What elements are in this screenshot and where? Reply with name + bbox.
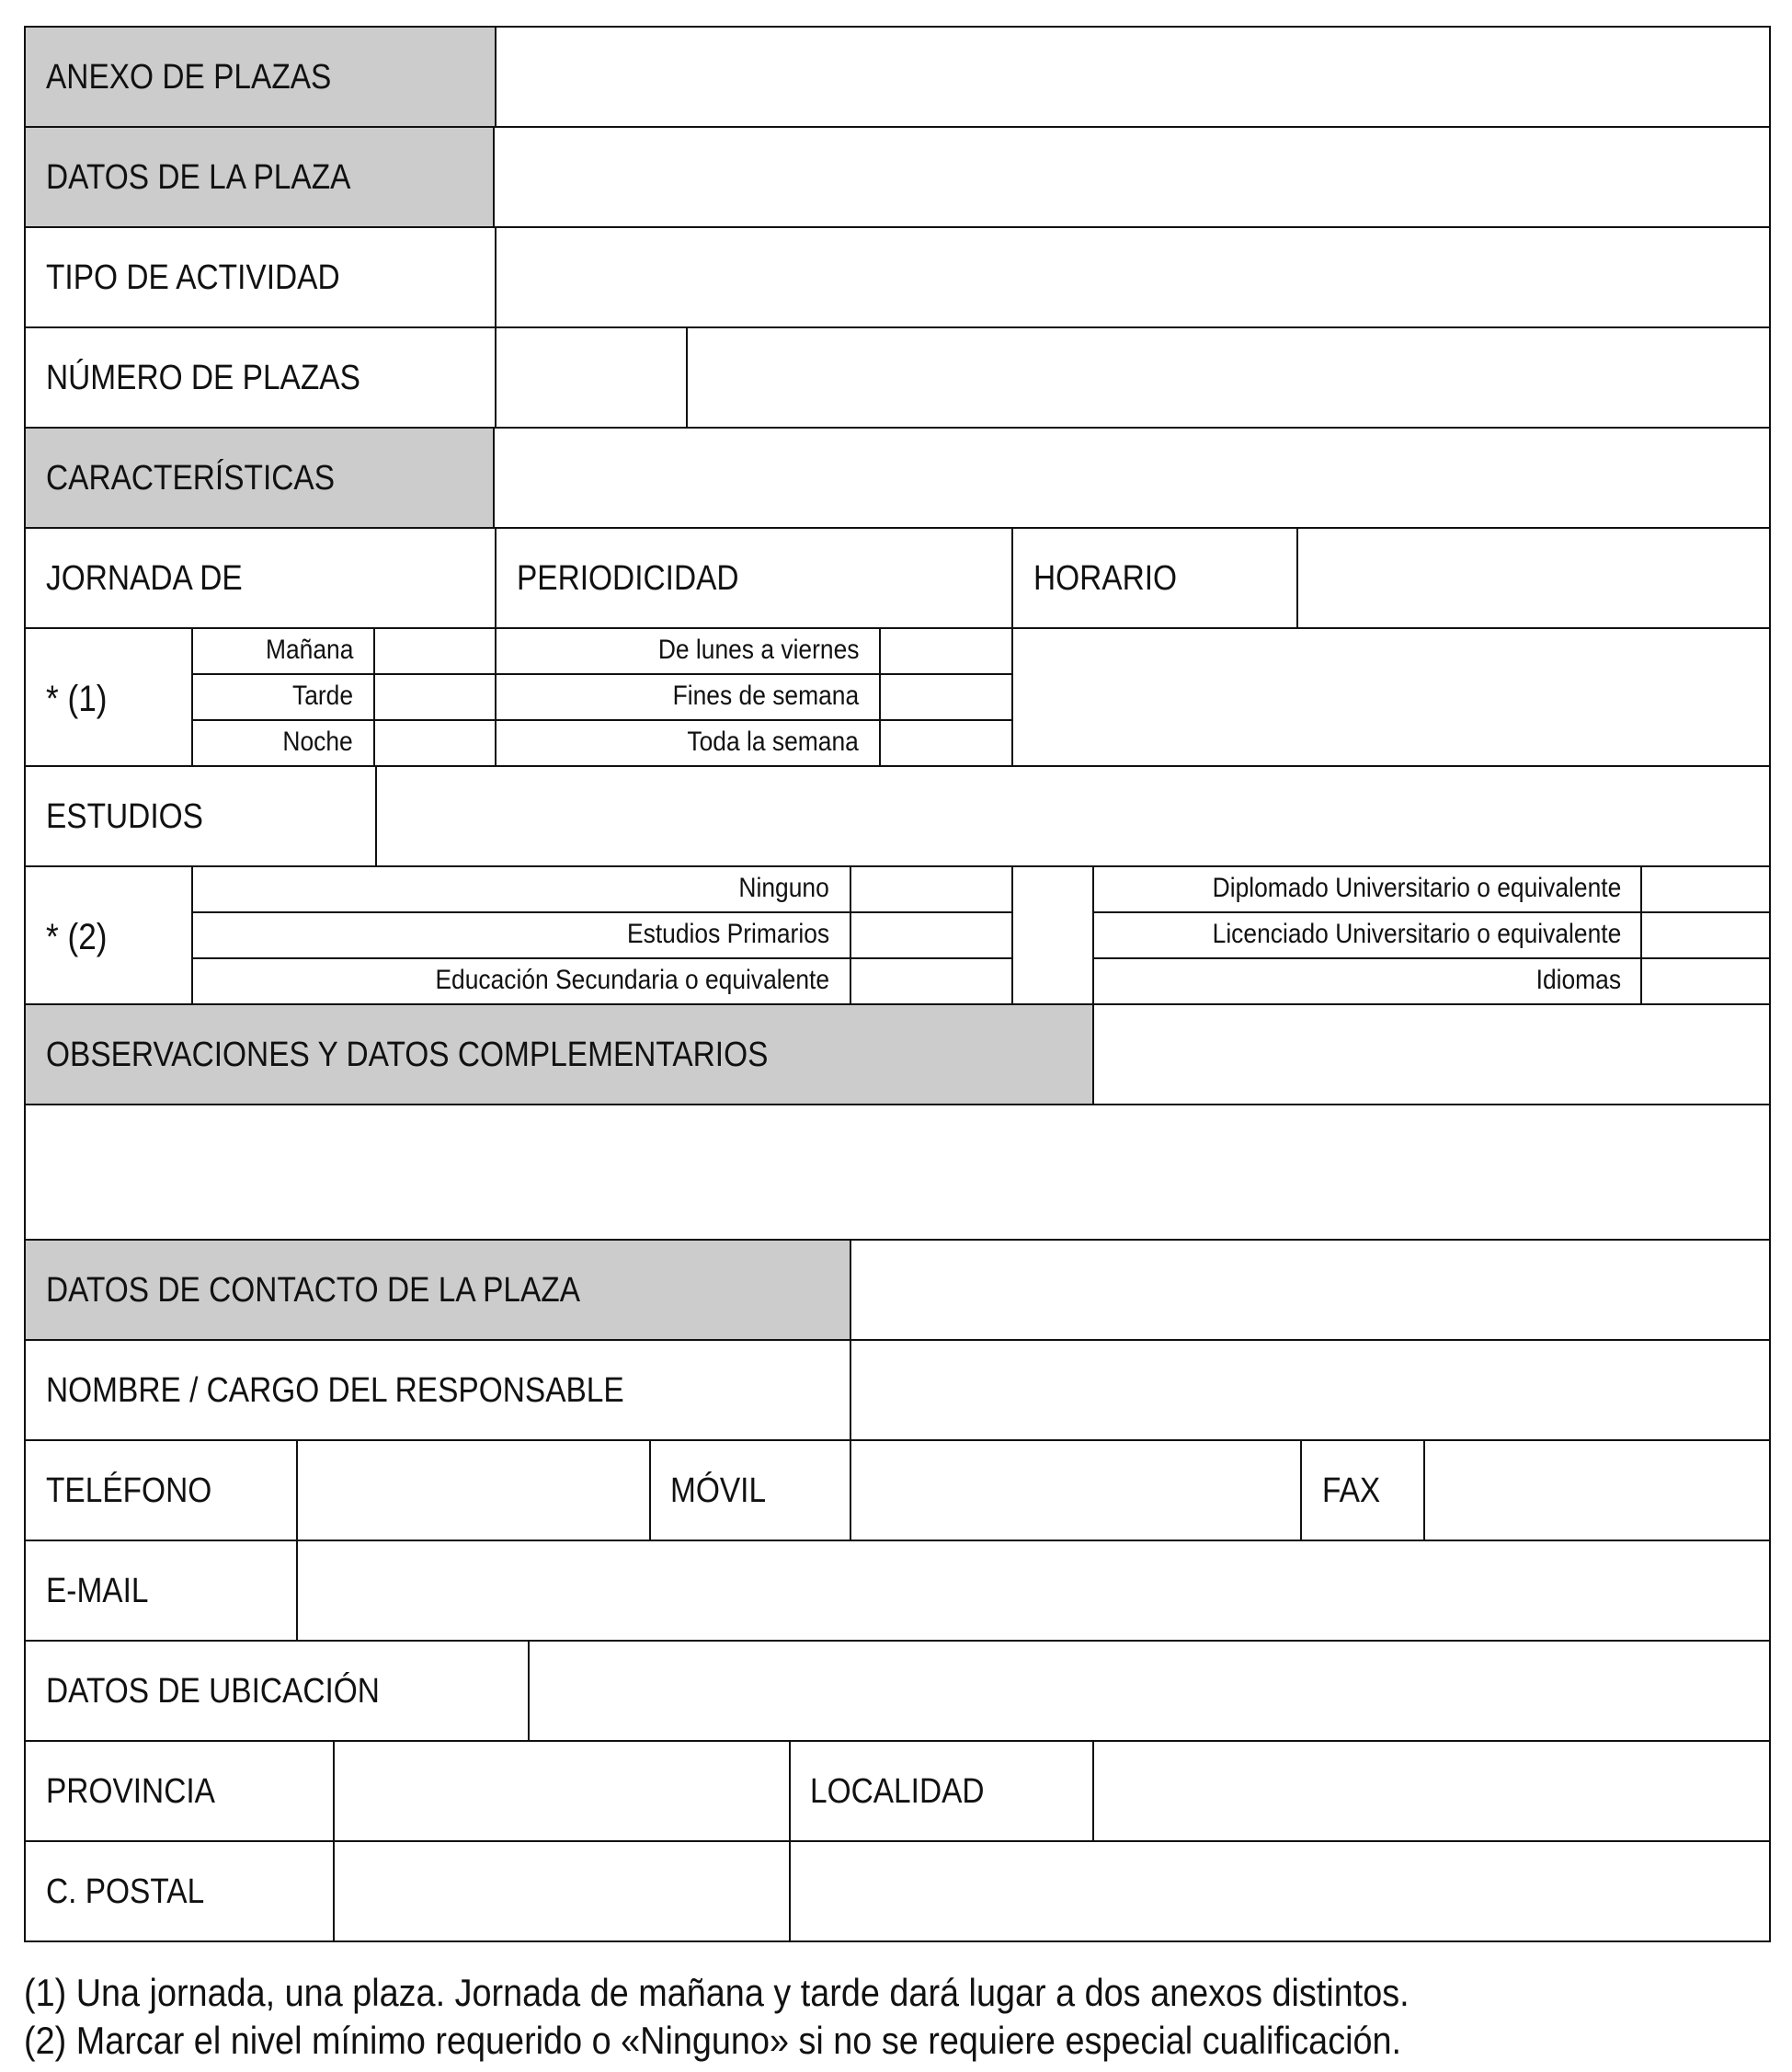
tipo-actividad-field[interactable] bbox=[495, 226, 1771, 328]
email-field[interactable] bbox=[296, 1540, 1771, 1642]
responsable-field[interactable] bbox=[850, 1339, 1771, 1441]
periodicidad-option-label: Fines de semana bbox=[672, 681, 859, 711]
anexo-value-field[interactable] bbox=[495, 26, 1771, 128]
estudios-checkbox[interactable] bbox=[1640, 957, 1771, 1005]
horario-field[interactable] bbox=[1296, 527, 1771, 629]
provincia-label: PROVINCIA bbox=[46, 1772, 215, 1811]
movil-label: MÓVIL bbox=[670, 1471, 767, 1510]
observaciones-title: OBSERVACIONES Y DATOS COMPLEMENTARIOS bbox=[46, 1036, 769, 1074]
movil-field[interactable] bbox=[850, 1439, 1302, 1541]
observaciones-value-field[interactable] bbox=[1092, 1003, 1771, 1105]
horario-label: HORARIO bbox=[1033, 559, 1178, 598]
horario-detail-field[interactable] bbox=[1011, 627, 1771, 767]
jornada-label: JORNADA DE bbox=[46, 559, 243, 598]
provincia-field[interactable] bbox=[333, 1740, 791, 1842]
periodicidad-label: PERIODICIDAD bbox=[517, 559, 739, 598]
tipo-actividad-label: TIPO DE ACTIVIDAD bbox=[46, 258, 340, 297]
localidad-field[interactable] bbox=[1092, 1740, 1771, 1842]
estudios-option-label: Diplomado Universitario o equivalente bbox=[1212, 873, 1621, 903]
telefono-label: TELÉFONO bbox=[46, 1471, 212, 1510]
caracteristicas-value-field[interactable] bbox=[493, 427, 1771, 529]
jornada-option-label: Noche bbox=[282, 727, 353, 757]
jornada-checkbox[interactable] bbox=[373, 673, 497, 721]
periodicidad-option-label: De lunes a viernes bbox=[657, 635, 859, 665]
periodicidad-checkbox[interactable] bbox=[879, 627, 1013, 675]
datos-plaza-value-field[interactable] bbox=[493, 126, 1771, 228]
observaciones-textarea[interactable] bbox=[24, 1104, 1771, 1241]
estudios-option-label: Ninguno bbox=[738, 873, 829, 903]
cpostal-field[interactable] bbox=[333, 1840, 791, 1942]
contacto-value-field[interactable] bbox=[850, 1239, 1771, 1341]
estudios-field[interactable] bbox=[375, 765, 1771, 867]
numero-plazas-extra-cell bbox=[686, 326, 1771, 429]
caracteristicas-title: CARACTERÍSTICAS bbox=[46, 459, 336, 498]
ubicacion-label: DATOS DE UBICACIÓN bbox=[46, 1672, 380, 1711]
estudios-checkbox[interactable] bbox=[850, 865, 1013, 913]
jornada-option-label: Mañana bbox=[265, 635, 353, 665]
footnote-2: (2) Marcar el nivel mínimo requerido o «Ninguno» si no se requiere especial cualificación. bbox=[24, 2019, 1402, 2062]
cpostal-extra-cell bbox=[789, 1840, 1771, 1942]
jornada-option-label: Tarde bbox=[291, 681, 353, 711]
nota1-label: * (1) bbox=[46, 679, 108, 719]
periodicidad-checkbox[interactable] bbox=[879, 719, 1013, 767]
nota2-label: * (2) bbox=[46, 917, 108, 957]
footnote-1: (1) Una jornada, una plaza. Jornada de mañana y tarde dará lugar a dos anexos distintos. bbox=[24, 1971, 1410, 2014]
estudios-option-label: Idiomas bbox=[1535, 965, 1621, 995]
responsable-label: NOMBRE / CARGO DEL RESPONSABLE bbox=[46, 1371, 624, 1410]
fax-label: FAX bbox=[1322, 1471, 1381, 1510]
estudios-checkbox[interactable] bbox=[1640, 911, 1771, 959]
estudios-checkbox[interactable] bbox=[850, 957, 1013, 1005]
estudios-option-label: Licenciado Universitario o equivalente bbox=[1212, 919, 1621, 949]
numero-plazas-label: NÚMERO DE PLAZAS bbox=[46, 359, 360, 397]
jornada-checkbox[interactable] bbox=[373, 719, 497, 767]
localidad-label: LOCALIDAD bbox=[810, 1772, 985, 1811]
periodicidad-checkbox[interactable] bbox=[879, 673, 1013, 721]
numero-plazas-field[interactable] bbox=[495, 326, 688, 429]
fax-field[interactable] bbox=[1423, 1439, 1771, 1541]
anexo-title: ANEXO DE PLAZAS bbox=[46, 58, 332, 97]
contacto-title: DATOS DE CONTACTO DE LA PLAZA bbox=[46, 1271, 581, 1310]
periodicidad-option-label: Toda la semana bbox=[687, 727, 859, 757]
email-label: E-MAIL bbox=[46, 1572, 149, 1610]
estudios-checkbox[interactable] bbox=[1640, 865, 1771, 913]
cpostal-label: C. POSTAL bbox=[46, 1872, 205, 1911]
estudios-label: ESTUDIOS bbox=[46, 797, 203, 836]
datos-plaza-title: DATOS DE LA PLAZA bbox=[46, 158, 351, 197]
jornada-checkbox[interactable] bbox=[373, 627, 497, 675]
estudios-checkbox[interactable] bbox=[850, 911, 1013, 959]
telefono-field[interactable] bbox=[296, 1439, 651, 1541]
estudios-spacer-cell bbox=[1011, 865, 1094, 1005]
estudios-option-label: Educación Secundaria o equivalente bbox=[435, 965, 829, 995]
ubicacion-field[interactable] bbox=[528, 1640, 1771, 1742]
estudios-option-label: Estudios Primarios bbox=[626, 919, 829, 949]
